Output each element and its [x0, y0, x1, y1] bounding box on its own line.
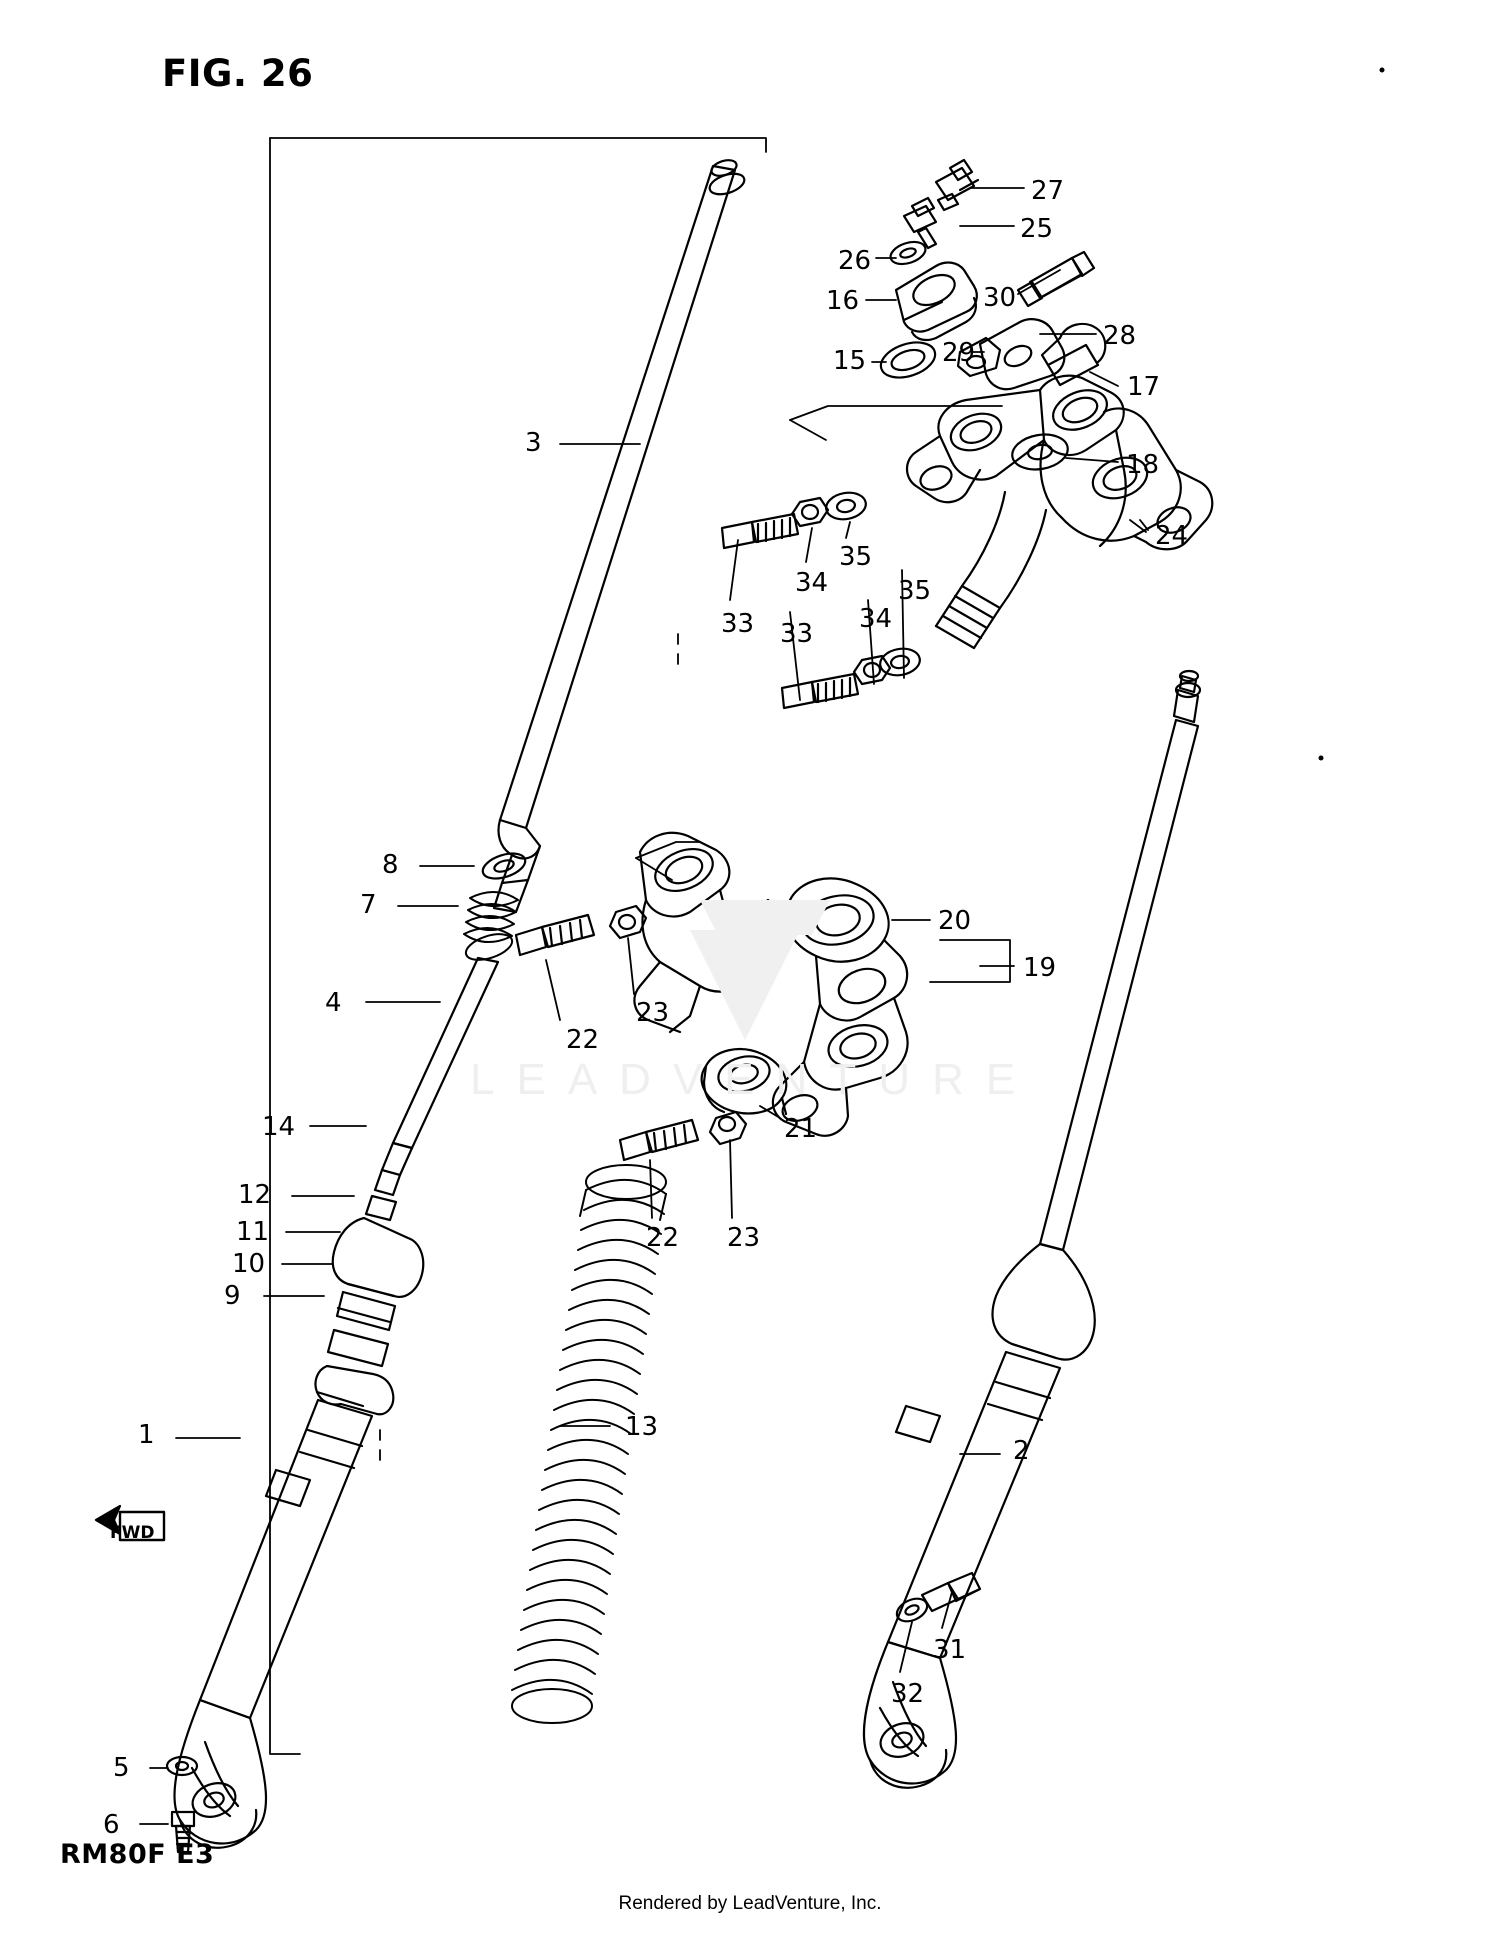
- callout-27: 27: [1031, 176, 1065, 206]
- callout-35-upper: 35: [839, 542, 873, 572]
- part-11-ring: [337, 1292, 395, 1330]
- part-22-bolt-lower: [620, 1120, 698, 1160]
- callout-29: 29: [942, 338, 976, 368]
- part-33-bolt-lower: [782, 674, 858, 708]
- callout-12: 12: [238, 1180, 272, 1210]
- callout-14: 14: [262, 1112, 296, 1142]
- callout-20: 20: [938, 906, 972, 936]
- callout-25: 25: [1020, 214, 1054, 244]
- part-12-oil-seal: [333, 1218, 423, 1297]
- part-14-rod-tip: [366, 1170, 400, 1220]
- callout-18: 18: [1126, 450, 1160, 480]
- part-3-inner-tube: [494, 157, 747, 912]
- callout-19: 19: [1023, 953, 1057, 983]
- part-10-ring: [328, 1330, 388, 1366]
- callout-34-lower: 34: [859, 604, 893, 634]
- part-23-nut-lower: [710, 1112, 746, 1144]
- part-1-outer-tube: [174, 1400, 372, 1848]
- footer-credit: Rendered by LeadVenture, Inc.: [618, 1893, 882, 1914]
- part-35-washer-upper: [824, 490, 868, 523]
- model-code-label: RM80F E3: [60, 1839, 215, 1870]
- callout-11: 11: [236, 1217, 270, 1247]
- part-8-washer: [480, 849, 529, 884]
- part-22-bolt-upper: [516, 915, 594, 955]
- callout-31: 31: [933, 1635, 967, 1665]
- part-27-valve: [936, 160, 978, 210]
- fwd-label: FWD: [110, 1523, 155, 1543]
- callout-15: 15: [833, 346, 867, 376]
- callout-10: 10: [232, 1249, 266, 1279]
- part-26-washer: [888, 238, 928, 268]
- part-25-bleeder-screw: [904, 198, 936, 248]
- callout-26: 26: [838, 246, 872, 276]
- page-title: FIG. 26: [162, 52, 314, 95]
- part-15-o-ring: [876, 336, 939, 384]
- part-7-spring: [463, 892, 518, 965]
- callout-13: 13: [625, 1412, 659, 1442]
- watermark-text: LEADVENTURE: [470, 1055, 1038, 1104]
- callout-32: 32: [891, 1679, 925, 1709]
- callout-21: 21: [784, 1114, 818, 1144]
- callout-35-lower: 35: [898, 576, 932, 606]
- callout-17: 17: [1127, 372, 1161, 402]
- callout-5: 5: [113, 1753, 130, 1783]
- callout-1: 1: [138, 1420, 155, 1450]
- part-19-lower-bracket: [634, 833, 907, 1136]
- callout-33-upper: 33: [721, 609, 755, 639]
- callout-28: 28: [1103, 321, 1137, 351]
- part-13-fork-spring: [512, 1165, 666, 1723]
- part-33-bolt-upper: [722, 514, 798, 548]
- callout-3: 3: [525, 428, 542, 458]
- callout-2: 2: [1013, 1436, 1030, 1466]
- part-23-nut-upper: [610, 906, 646, 938]
- callout-30: 30: [983, 283, 1017, 313]
- part-31-bolt: [922, 1573, 980, 1611]
- part-30-bolt: [1018, 252, 1094, 306]
- part-35-washer-lower: [878, 646, 922, 679]
- part-34-nut-upper: [792, 498, 828, 526]
- callout-24: 24: [1155, 521, 1189, 551]
- callout-9: 9: [224, 1281, 241, 1311]
- part-24-upper-bracket: [907, 376, 1212, 648]
- callout-6: 6: [103, 1810, 120, 1840]
- callout-8: 8: [382, 850, 399, 880]
- callout-16: 16: [826, 286, 860, 316]
- callout-33-lower: 33: [780, 619, 814, 649]
- part-16-cap-bolt: [896, 263, 977, 340]
- callout-7: 7: [360, 890, 377, 920]
- part-5-washer: [167, 1757, 197, 1775]
- callout-23-upper: 23: [636, 998, 670, 1028]
- callout-23-lower: 23: [727, 1223, 761, 1253]
- callout-4: 4: [325, 988, 342, 1018]
- callout-22-upper: 22: [566, 1025, 600, 1055]
- callout-34-upper: 34: [795, 568, 829, 598]
- part-4-damper-rod: [382, 958, 498, 1175]
- part-9-ring: [315, 1366, 393, 1414]
- callout-22-lower: 22: [646, 1223, 680, 1253]
